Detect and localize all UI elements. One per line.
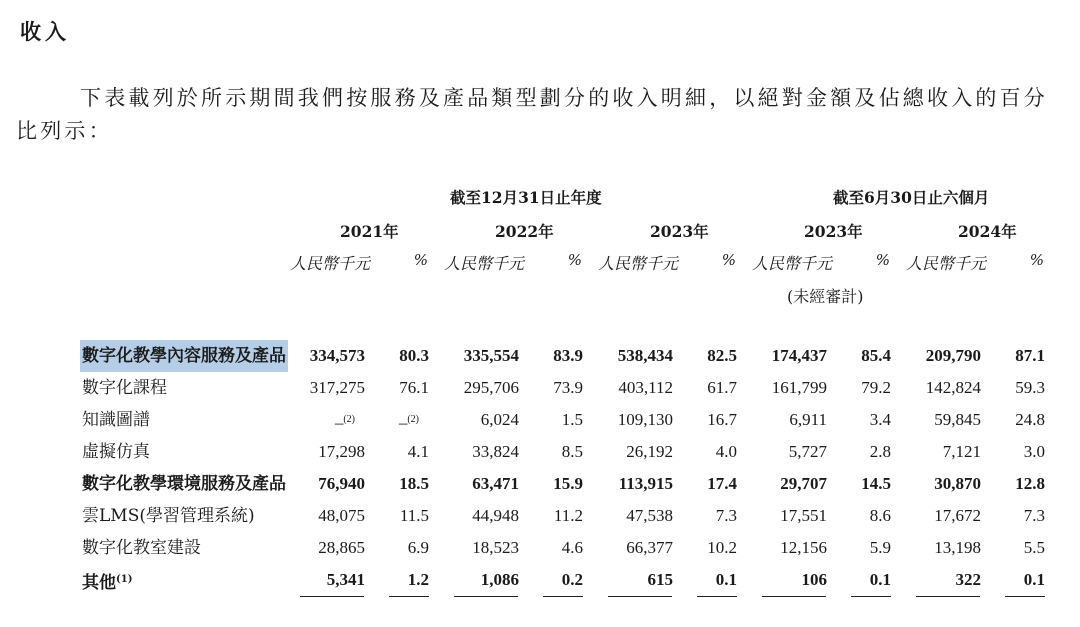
percent-cell — [399, 340, 429, 372]
percent-cell — [870, 404, 891, 436]
cell-value: 7.3 — [1023, 506, 1045, 525]
cell-value: 12.8 — [1015, 474, 1045, 493]
total-rule — [608, 596, 672, 597]
percent-cell — [870, 500, 891, 532]
cell-value: 174,437 — [771, 346, 827, 365]
amount-cell — [464, 340, 519, 372]
percent-cell — [408, 564, 429, 596]
amount-cell — [802, 564, 828, 596]
percent-cell — [408, 436, 429, 468]
row-label-text: 數字化教學內容服務及產品 — [82, 346, 286, 366]
percent-cell — [1024, 436, 1045, 468]
pct-2022: % — [567, 251, 582, 269]
cell-value: – — [398, 413, 408, 432]
cell-value: 335,554 — [463, 346, 519, 365]
cell-value: 5,727 — [788, 442, 827, 461]
amount-cell — [318, 500, 365, 532]
row-label — [82, 564, 132, 599]
table-row — [0, 564, 1080, 596]
table-row — [0, 404, 1080, 436]
cell-value: 15.9 — [553, 474, 583, 493]
amount-cell — [780, 468, 827, 500]
total-rule — [762, 596, 826, 597]
cell-value: 11.2 — [553, 506, 583, 525]
cell-value: 28,865 — [318, 538, 365, 557]
period-half-header: 截至6月30日止六個月 — [833, 188, 990, 207]
percent-cell — [707, 532, 737, 564]
total-rule — [916, 596, 980, 597]
year-2021: 2021年 — [340, 222, 399, 241]
percent-cell — [399, 404, 419, 439]
unit-rmb-2022: 人民幣千元 — [444, 254, 525, 273]
cell-value: 13,198 — [934, 538, 981, 557]
cell-value: 3.4 — [869, 410, 891, 429]
percent-cell — [861, 468, 891, 500]
amount-cell — [926, 340, 981, 372]
percent-cell — [870, 436, 891, 468]
amount-cell — [310, 372, 365, 404]
cell-value: 76.1 — [399, 378, 429, 397]
row-label-text: 數字化教室建設 — [82, 538, 201, 558]
percent-cell — [562, 404, 583, 436]
cell-value: 0.1 — [1023, 570, 1045, 589]
amount-cell — [934, 500, 981, 532]
amount-cell — [772, 372, 827, 404]
percent-cell — [716, 500, 737, 532]
table-row — [0, 340, 1080, 372]
cell-value: 12,156 — [780, 538, 827, 557]
percent-cell — [399, 468, 429, 500]
percent-cell — [861, 340, 891, 372]
amount-cell — [626, 436, 673, 468]
cell-value: 61.7 — [707, 378, 737, 397]
cell-value: 7,121 — [942, 442, 981, 461]
row-label — [82, 372, 167, 404]
cell-value: 29,707 — [780, 474, 827, 493]
amount-cell — [780, 532, 827, 564]
amount-cell — [956, 564, 982, 596]
total-rule — [300, 596, 364, 597]
amount-cell — [926, 372, 981, 404]
cell-value: 0.1 — [869, 570, 891, 589]
cell-value: 59.3 — [1015, 378, 1045, 397]
cell-value: 5.5 — [1023, 538, 1045, 557]
row-label — [80, 340, 288, 372]
amount-cell — [327, 564, 365, 596]
cell-value: 1,086 — [480, 570, 519, 589]
amount-cell — [626, 500, 673, 532]
cell-value: 18,523 — [472, 538, 519, 557]
cell-value: 11.5 — [399, 506, 429, 525]
section-heading: 收入 — [20, 19, 70, 44]
cell-value: 80.3 — [399, 346, 429, 365]
percent-cell — [870, 532, 891, 564]
amount-cell — [472, 500, 519, 532]
total-rule — [1005, 596, 1045, 597]
cell-value: 59,845 — [934, 410, 981, 429]
table-row — [0, 468, 1080, 500]
percent-cell — [707, 404, 737, 436]
cell-value: 615 — [647, 570, 673, 589]
pct-2021: % — [413, 251, 428, 269]
cell-value: 142,824 — [925, 378, 981, 397]
cell-value: 106 — [801, 570, 827, 589]
year-2022: 2022年 — [495, 222, 554, 241]
cell-value: 76,940 — [318, 474, 365, 493]
amount-cell — [780, 500, 827, 532]
table-row — [0, 532, 1080, 564]
cell-value: 113,915 — [618, 474, 673, 493]
cell-value: 30,870 — [934, 474, 981, 493]
percent-cell — [553, 372, 583, 404]
cell-value: 403,112 — [618, 378, 673, 397]
cell-value: 2.8 — [869, 442, 891, 461]
amount-cell — [318, 436, 365, 468]
cell-value: 0.1 — [715, 570, 737, 589]
row-label — [82, 532, 201, 564]
amount-cell — [934, 404, 981, 436]
cell-value: 5.9 — [869, 538, 891, 557]
amount-cell — [310, 340, 365, 372]
amount-cell — [618, 404, 673, 436]
cell-value: 295,706 — [463, 378, 519, 397]
amount-cell — [464, 372, 519, 404]
amount-cell — [789, 404, 827, 436]
cell-value: 5,341 — [326, 570, 365, 589]
footnote-marker: (2) — [343, 414, 355, 425]
cell-value: 6,024 — [480, 410, 519, 429]
percent-cell — [553, 340, 583, 372]
amount-cell — [335, 404, 355, 439]
cell-value: 6.9 — [407, 538, 429, 557]
cell-value: 10.2 — [707, 538, 737, 557]
amount-cell — [789, 436, 827, 468]
amount-cell — [618, 372, 673, 404]
cell-value: 17,551 — [780, 506, 827, 525]
intro-paragraph: 下表載列於所示期間我們按服務及產品類型劃分的收入明細，以絕對金額及佔總收入的百分比列示： — [16, 86, 1048, 143]
amount-cell — [481, 564, 519, 596]
cell-value: 1.5 — [561, 410, 583, 429]
unit-rmb-2024-half: 人民幣千元 — [906, 254, 987, 273]
period-year-header: 截至12月31日止年度 — [450, 188, 602, 207]
cell-value: 8.5 — [561, 442, 583, 461]
amount-cell — [626, 532, 673, 564]
cell-value: 109,130 — [617, 410, 673, 429]
percent-cell — [553, 468, 583, 500]
percent-cell — [707, 468, 737, 500]
row-label — [82, 468, 286, 500]
cell-value: 83.9 — [553, 346, 583, 365]
cell-value: 4.0 — [715, 442, 737, 461]
cell-value: 3.0 — [1023, 442, 1045, 461]
cell-value: 8.6 — [869, 506, 891, 525]
table-row — [0, 436, 1080, 468]
cell-value: 85.4 — [861, 346, 891, 365]
year-2023-half: 2023年 — [804, 222, 863, 241]
year-2023: 2023年 — [650, 222, 709, 241]
row-label — [82, 436, 150, 468]
percent-cell — [1024, 532, 1045, 564]
cell-value: 322 — [955, 570, 981, 589]
amount-cell — [472, 468, 519, 500]
percent-cell — [1015, 372, 1045, 404]
amount-cell — [472, 436, 519, 468]
row-label-text: 虛擬仿真 — [82, 442, 150, 462]
footnote-marker: (2) — [407, 414, 419, 425]
cell-value: 17,672 — [934, 506, 981, 525]
percent-cell — [707, 372, 737, 404]
unit-rmb-2023-half: 人民幣千元 — [752, 254, 833, 273]
cell-value: 4.6 — [561, 538, 583, 557]
cell-value: 24.8 — [1015, 410, 1045, 429]
cell-value: – — [334, 413, 344, 432]
row-label-text: 雲LMS(學習管理系統) — [82, 506, 255, 526]
row-label-text: 知識圖譜 — [82, 410, 150, 430]
amount-cell — [318, 468, 365, 500]
cell-value: 63,471 — [472, 474, 519, 493]
cell-value: 538,434 — [617, 346, 673, 365]
year-2024-half: 2024年 — [958, 222, 1017, 241]
percent-cell — [1015, 340, 1045, 372]
unit-rmb-2023: 人民幣千元 — [598, 254, 679, 273]
cell-value: 6,911 — [789, 410, 827, 429]
cell-value: 0.2 — [561, 570, 583, 589]
cell-value: 17,298 — [318, 442, 365, 461]
percent-cell — [399, 372, 429, 404]
percent-cell — [400, 500, 429, 532]
total-rule — [454, 596, 518, 597]
amount-cell — [934, 468, 981, 500]
percent-cell — [861, 372, 891, 404]
cell-value: 47,538 — [626, 506, 673, 525]
cell-value: 33,824 — [472, 442, 519, 461]
percent-cell — [1024, 500, 1045, 532]
percent-cell — [716, 564, 737, 596]
cell-value: 161,799 — [771, 378, 827, 397]
cell-value: 209,790 — [925, 346, 981, 365]
cell-value: 1.2 — [407, 570, 429, 589]
amount-cell — [472, 532, 519, 564]
cell-value: 44,948 — [472, 506, 519, 525]
percent-cell — [707, 340, 737, 372]
cell-value: 87.1 — [1015, 346, 1045, 365]
pct-2023: % — [721, 251, 736, 269]
cell-value: 73.9 — [553, 378, 583, 397]
amount-cell — [481, 404, 519, 436]
total-rule — [389, 596, 429, 597]
cell-value: 18.5 — [399, 474, 429, 493]
row-label-text: 數字化教學環境服務及產品 — [82, 474, 286, 494]
percent-cell — [716, 436, 737, 468]
cell-value: 26,192 — [626, 442, 673, 461]
cell-value: 79.2 — [861, 378, 891, 397]
percent-cell — [562, 436, 583, 468]
cell-value: 48,075 — [318, 506, 365, 525]
cell-value: 14.5 — [861, 474, 891, 493]
cell-value: 16.7 — [707, 410, 737, 429]
total-rule — [851, 596, 891, 597]
percent-cell — [1015, 404, 1045, 436]
cell-value: 82.5 — [707, 346, 737, 365]
total-rule — [543, 596, 583, 597]
row-label — [82, 404, 150, 436]
percent-cell — [1015, 468, 1045, 500]
table-row — [0, 372, 1080, 404]
amount-cell — [943, 436, 981, 468]
amount-cell — [618, 340, 673, 372]
percent-cell — [554, 500, 583, 532]
unit-rmb-2021: 人民幣千元 — [290, 254, 371, 273]
footnote-marker: (1) — [116, 574, 133, 585]
cell-value: 17.4 — [707, 474, 737, 493]
pct-2024-half: % — [1029, 251, 1044, 269]
cell-value: 4.1 — [407, 442, 429, 461]
percent-cell — [562, 564, 583, 596]
amount-cell — [934, 532, 981, 564]
table-row — [0, 500, 1080, 532]
unaudited-label: (未經審計) — [787, 287, 864, 306]
row-label — [82, 500, 255, 532]
amount-cell — [619, 468, 673, 500]
percent-cell — [562, 532, 583, 564]
percent-cell — [408, 532, 429, 564]
amount-cell — [772, 340, 827, 372]
amount-cell — [648, 564, 674, 596]
total-rule — [697, 596, 737, 597]
cell-value: 66,377 — [626, 538, 673, 557]
amount-cell — [318, 532, 365, 564]
cell-value: 7.3 — [715, 506, 737, 525]
row-label-text: 數字化課程 — [82, 378, 167, 398]
row-label-text: 其他 — [82, 573, 116, 593]
percent-cell — [1024, 564, 1045, 596]
percent-cell — [870, 564, 891, 596]
cell-value: 317,275 — [309, 378, 365, 397]
cell-value: 334,573 — [309, 346, 365, 365]
pct-2023-half: % — [875, 251, 890, 269]
